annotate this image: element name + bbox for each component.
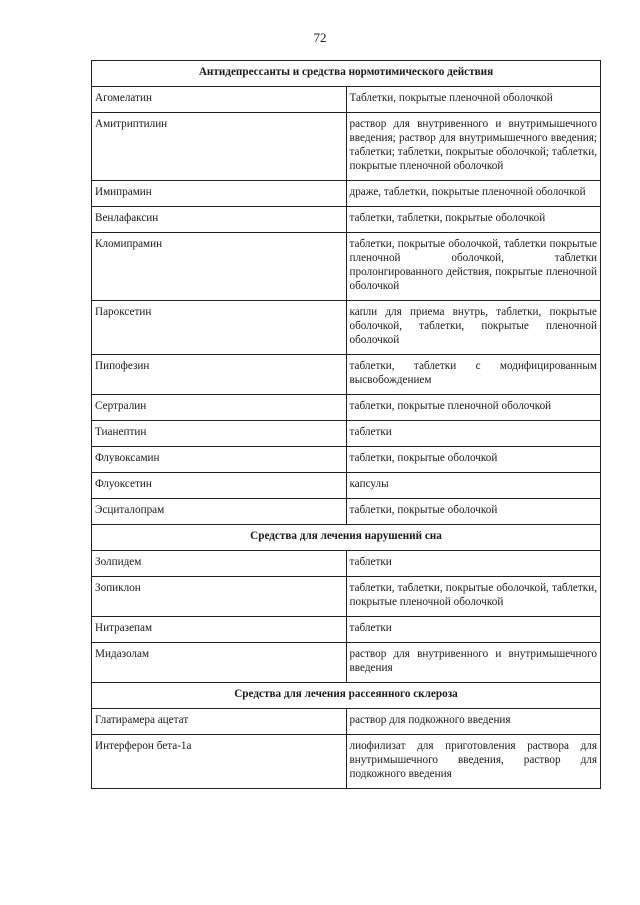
table-row [92,395,601,421]
table-row [92,617,601,643]
dosage-form-cell: таблетки, таблетки с модифицированным высвобождением [346,355,601,395]
drug-name-cell: Агомелатин [92,87,347,113]
table-row [92,643,601,683]
table-row [92,207,601,233]
section-title: Средства для лечения нарушений сна [92,525,601,551]
dosage-form-cell: лиофилизат для приготовления раствора для внутримышечного введения, раствор для подкожного введения [346,735,601,789]
table-row [92,709,601,735]
dosage-form-cell: таблетки [346,421,601,447]
drug-name-cell: Пипофезин [92,355,347,395]
drug-name-cell: Сертралин [92,395,347,421]
drug-name-cell: Кломипрамин [92,233,347,301]
drug-name-cell: Глатирамера ацетат [92,709,347,735]
table-row [92,113,601,181]
table-row [92,181,601,207]
dosage-form-cell: капсулы [346,473,601,499]
drug-name-cell: Пароксетин [92,301,347,355]
drug-name-cell: Флувоксамин [92,447,347,473]
dosage-form-cell: капли для приема внутрь, таблетки, покрытые оболочкой, таблетки, покрытые пленочной оболочкой [346,301,601,355]
section-title: Антидепрессанты и средства нормотимического действия [92,61,601,87]
drug-name-cell: Нитразепам [92,617,347,643]
dosage-form-cell: таблетки, покрытые пленочной оболочкой [346,395,601,421]
table-row [92,551,601,577]
dosage-form-cell: таблетки, таблетки, покрытые оболочкой, таблетки, покрытые пленочной оболочкой [346,577,601,617]
table-row [92,301,601,355]
dosage-form-cell: раствор для подкожного введения [346,709,601,735]
dosage-form-cell: раствор для внутривенного и внутримышечного введения; раствор для внутримышечного введения; таблетки; таблетки, покрытые оболочкой; таблетки, покрытые пленочной оболочкой [346,113,601,181]
section-header-row [92,61,601,87]
table-row [92,577,601,617]
table-row [92,473,601,499]
table-row [92,735,601,789]
section-header-row [92,683,601,709]
dosage-form-cell: таблетки, покрытые оболочкой, таблетки покрытые пленочной оболочкой, таблетки пролонгированного действия, покрытые пленочной оболочкой [346,233,601,301]
drug-name-cell: Золпидем [92,551,347,577]
drug-name-cell: Амитриптилин [92,113,347,181]
table-row [92,447,601,473]
drug-name-cell: Зопиклон [92,577,347,617]
dosage-form-cell: таблетки [346,617,601,643]
table-row [92,233,601,301]
drug-name-cell: Тианептин [92,421,347,447]
dosage-form-cell: таблетки, покрытые оболочкой [346,499,601,525]
drug-name-cell: Имипрамин [92,181,347,207]
dosage-form-cell: раствор для внутривенного и внутримышечного введения [346,643,601,683]
section-title: Средства для лечения рассеянного склероза [92,683,601,709]
drug-table-body [92,61,601,789]
page-number: 72 [313,30,327,45]
dosage-form-cell: таблетки [346,551,601,577]
table-row [92,499,601,525]
drug-table [91,60,601,789]
table-row [92,355,601,395]
dosage-form-cell: Таблетки, покрытые пленочной оболочкой [346,87,601,113]
table-row [92,421,601,447]
drug-name-cell: Мидазолам [92,643,347,683]
section-header-row [92,525,601,551]
dosage-form-cell: таблетки, покрытые оболочкой [346,447,601,473]
table-row [92,87,601,113]
drug-name-cell: Эсциталопрам [92,499,347,525]
drug-name-cell: Интерферон бета-1а [92,735,347,789]
drug-name-cell: Венлафаксин [92,207,347,233]
dosage-form-cell: таблетки, таблетки, покрытые оболочкой [346,207,601,233]
drug-name-cell: Флуоксетин [92,473,347,499]
dosage-form-cell: драже, таблетки, покрытые пленочной оболочкой [346,181,601,207]
